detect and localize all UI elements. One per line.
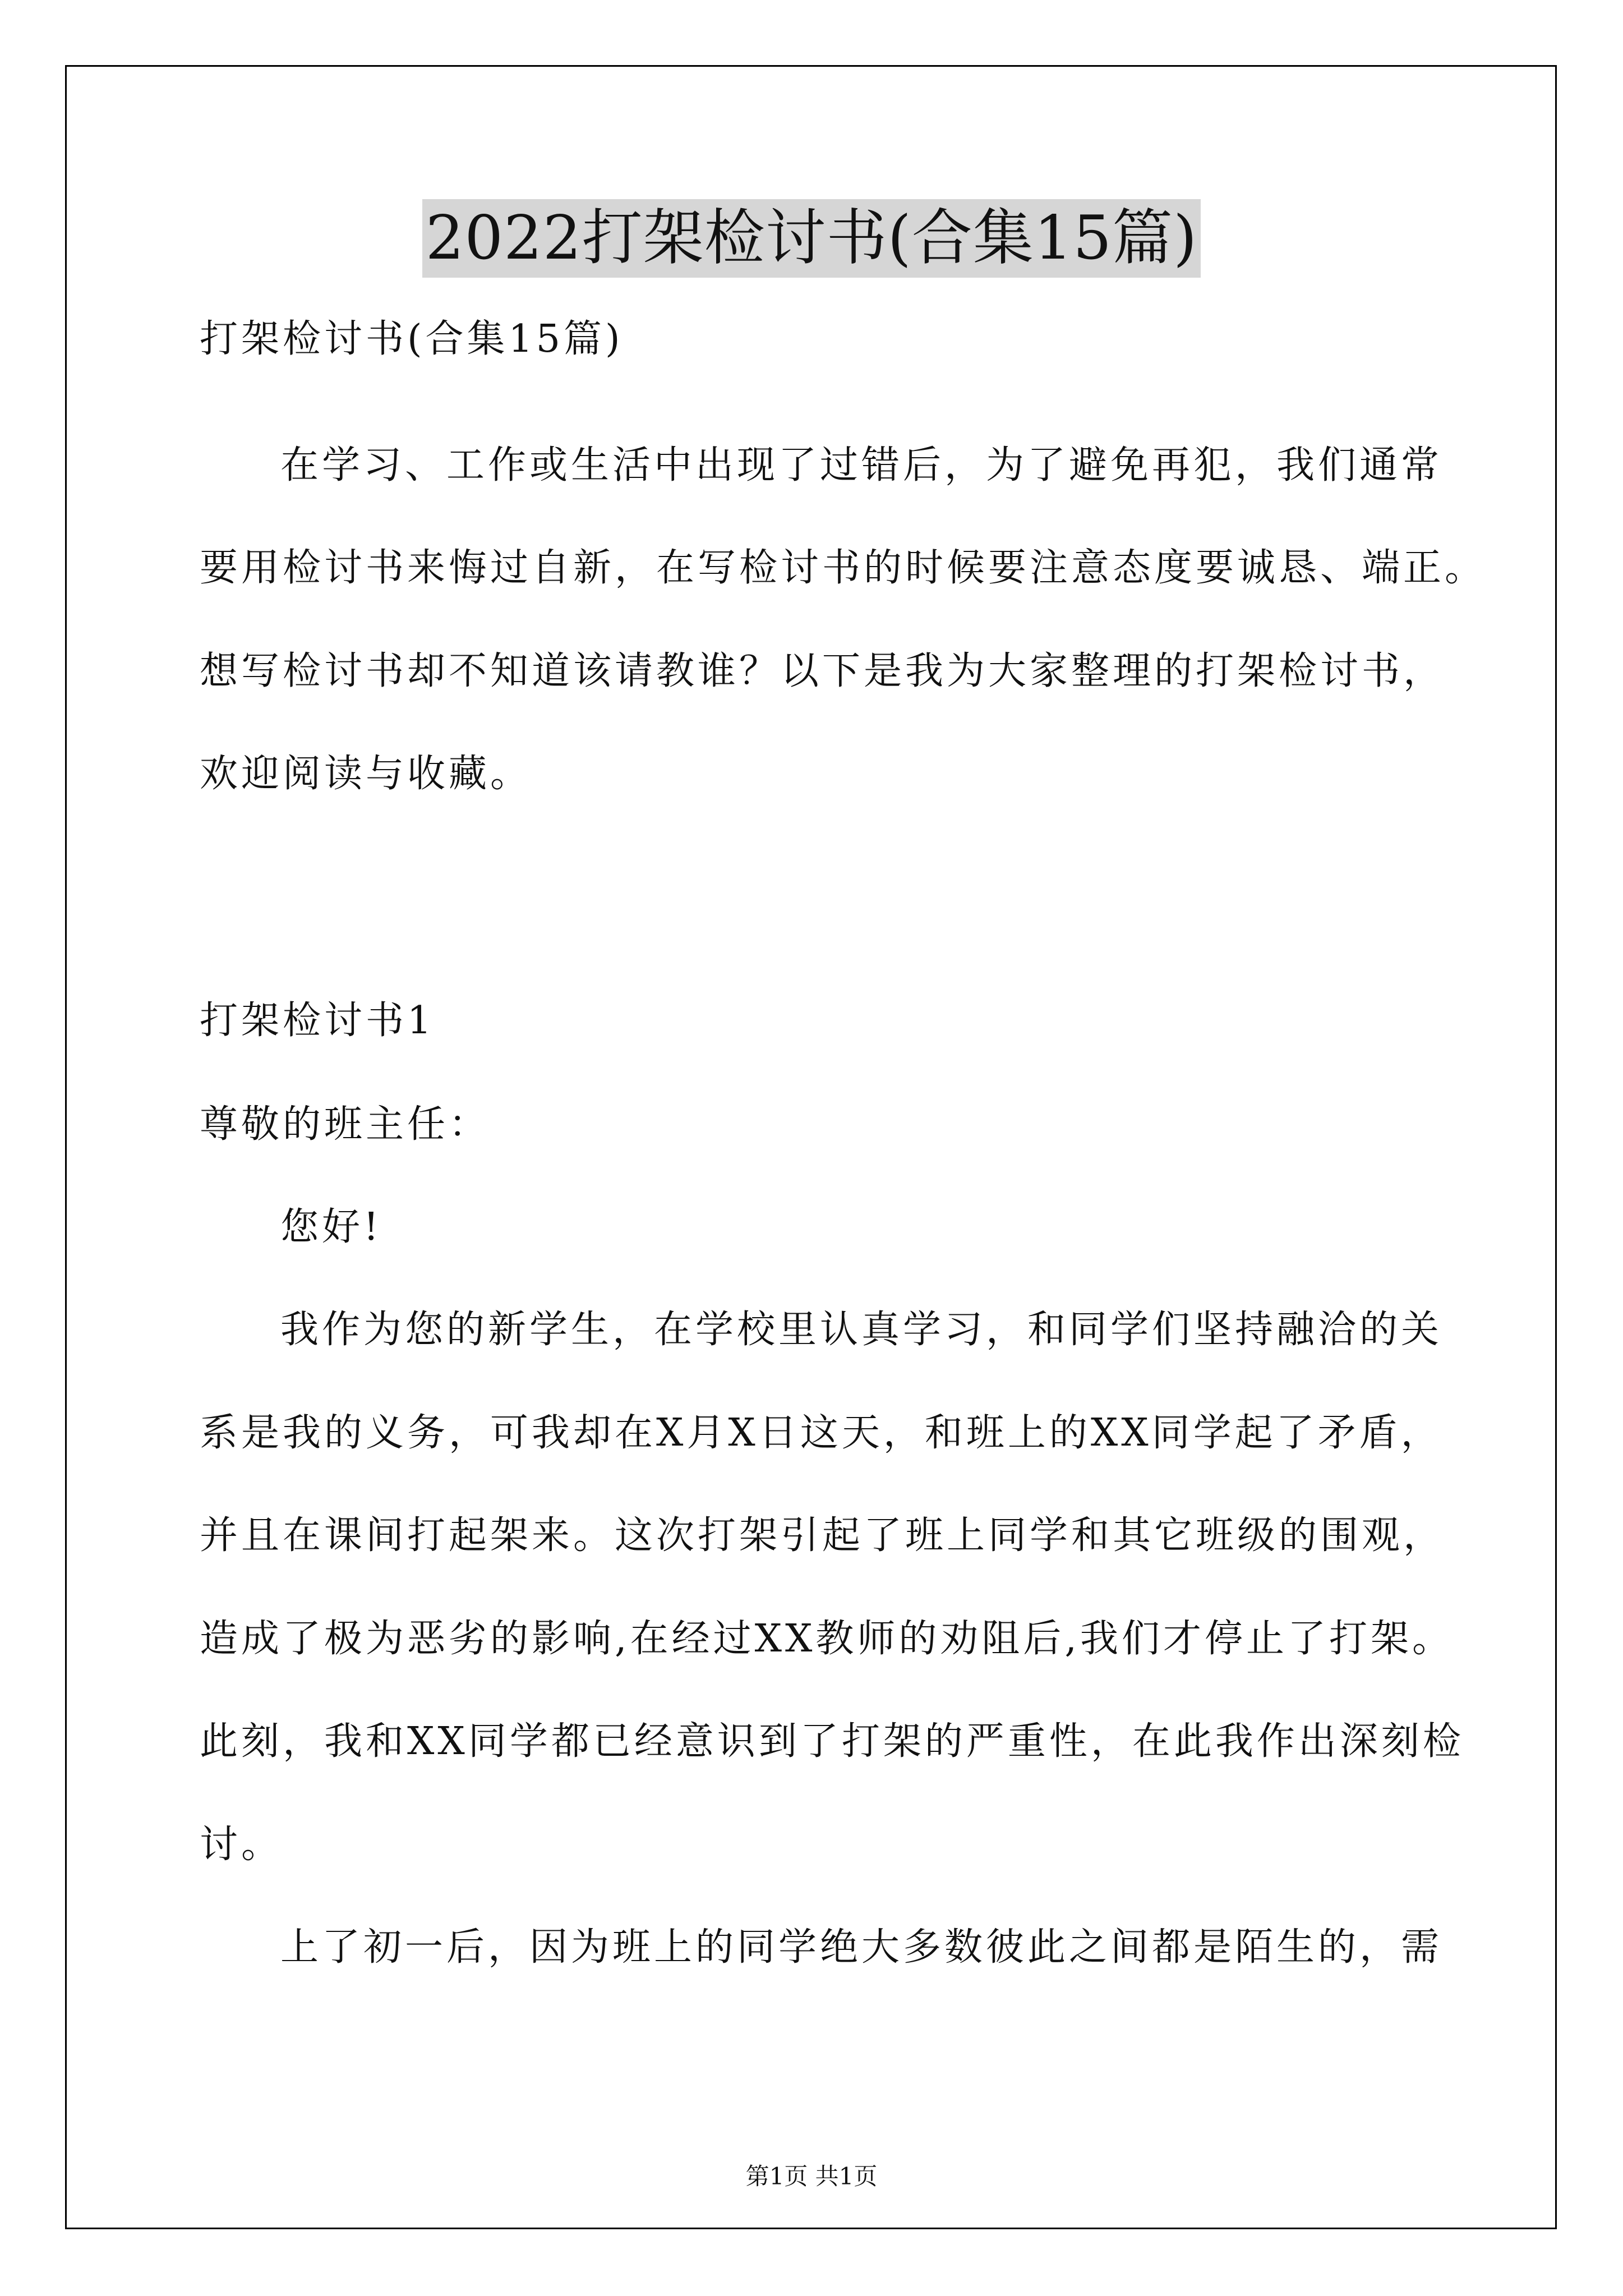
intro-line-1: 在学习、工作或生活中出现了过错后，为了避免再犯，我们通常 <box>280 443 1443 487</box>
page-footer: 第1页 共1页 <box>745 2162 878 2190</box>
intro-line-2: 要用检讨书来悔过自新，在写检讨书的时候要注意态度要诚恳、端正。 <box>200 546 1487 590</box>
para2-line-1: 上了初一后，因为班上的同学绝大多数彼此之间都是陌生的，需 <box>280 1925 1443 1970</box>
para1-line-5: 此刻，我和XX同学都已经意识到了打架的严重性，在此我作出深刻检 <box>200 1719 1464 1764</box>
para1-line-3: 并且在课间打起架来。这次打架引起了班上同学和其它班级的围观， <box>200 1513 1445 1558</box>
para1-line-2: 系是我的义务，可我却在X月X日这天，和班上的XX同学起了矛盾， <box>200 1411 1442 1455</box>
section-heading: 打架检讨书1 <box>200 999 435 1043</box>
title-block <box>0 199 1623 278</box>
intro-line-3: 想写检讨书却不知道该请教谁？以下是我为大家整理的打架检讨书， <box>200 649 1445 693</box>
para1-line-4: 造成了极为恶劣的影响,在经过XX教师的劝阻后,我们才停止了打架。 <box>200 1617 1454 1661</box>
para1-line-6: 讨。 <box>200 1823 283 1867</box>
para1-line-1: 我作为您的新学生，在学校里认真学习，和同学们坚持融洽的关 <box>280 1308 1443 1352</box>
document-subtitle: 打架检讨书(合集15篇) <box>200 317 624 361</box>
greeting: 您好! <box>280 1205 382 1249</box>
intro-line-4: 欢迎阅读与收藏。 <box>200 752 532 796</box>
salutation: 尊敬的班主任： <box>200 1102 491 1147</box>
document-title: 2022打架检讨书(合集15篇) <box>422 199 1201 278</box>
